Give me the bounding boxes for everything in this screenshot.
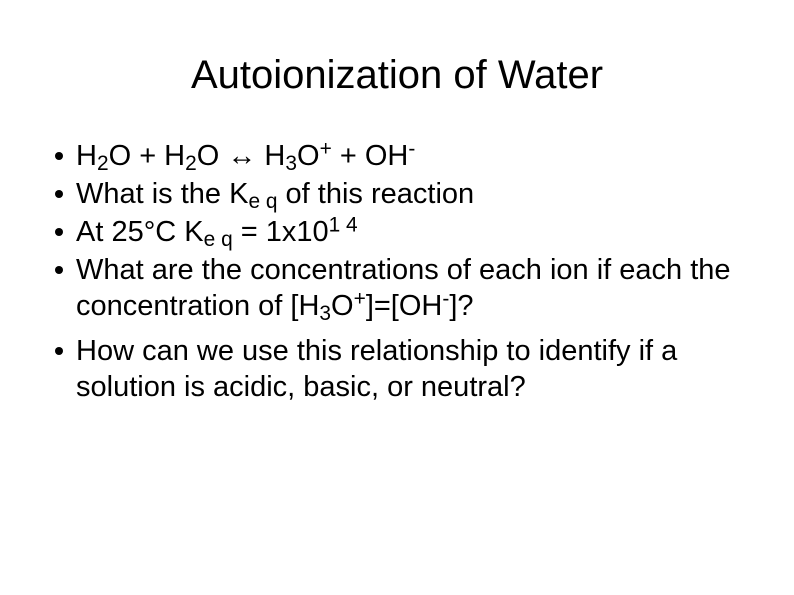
bullet-text: $H_2O + H_2O$ ↔ $H_3O^+ + OH^-$: [76, 137, 416, 176]
bullet-dot-icon: [55, 228, 63, 236]
bullet-text: At 25°C $K_{e q} = 1x10^{1 4}$: [76, 213, 358, 252]
bullet-list: [55, 138, 775, 407]
slide-title: Autoionization of Water: [190, 53, 604, 97]
bullet-item-keq-value: [55, 214, 775, 250]
bullet-text: What are the concentrations of each ion if each the concentration of $[H_3O^+]=[OH^-]$?: [76, 254, 731, 326]
bullet-item-equation: [55, 138, 775, 174]
bullet-dot-icon: [55, 347, 63, 355]
bullet-dot-icon: [55, 152, 63, 160]
bullet-dot-icon: [55, 190, 63, 198]
bullet-text: How can we use this relationship to identify if a solution is acidic, basic, or neutral?: [76, 335, 678, 403]
bullet-dot-icon: [55, 266, 63, 274]
bullet-item-concentrations: [55, 252, 775, 324]
bullet-item-acidic-basic: [55, 333, 775, 405]
bullet-item-keq-question: [55, 176, 775, 212]
bullet-text: What is the $K_{e q}$ of this reaction: [76, 178, 475, 214]
